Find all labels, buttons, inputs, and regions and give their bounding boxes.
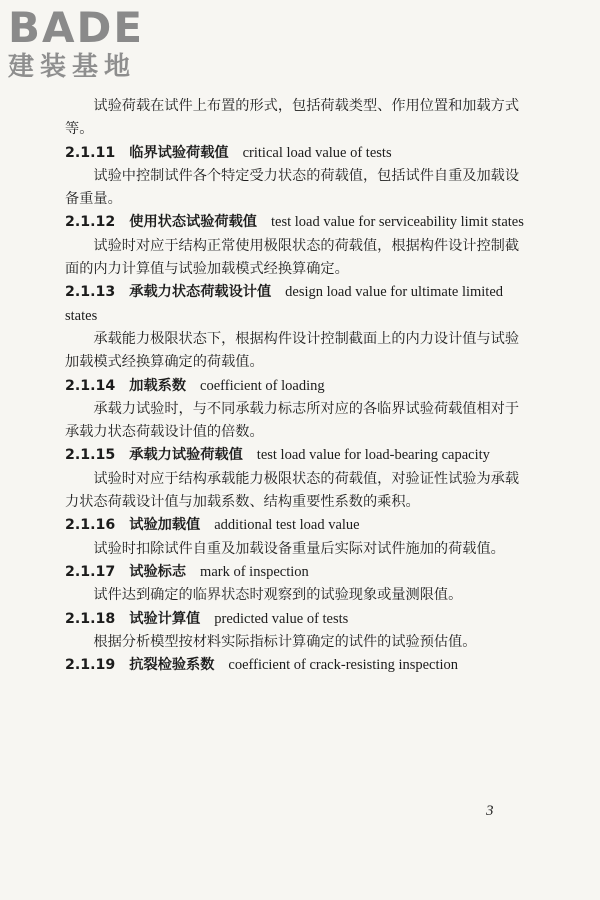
logo-cjk-text: 建装基地 (8, 52, 137, 82)
term-number: 2.1.18 (65, 610, 116, 627)
term-definition: 根据分析模型按材料实际指标计算确定的试件的试验预估值。 (93, 633, 477, 650)
term-2-1-18 (65, 608, 525, 655)
term-definition: 承载力试验时，与不同承载力标志所对应的各临界试验荷载值相对于承载力状态荷载设计值的倍数。 (65, 400, 520, 441)
term-definition: 承载能力极限状态下，根据构件设计控制截面上的内力设计值与试验加载模式经换算确定的荷载值。 (65, 330, 520, 371)
term-definition: 试件达到确定的临界状态时观察到的试验现象或量测限值。 (93, 587, 463, 604)
term-zh: 试验计算值 (129, 610, 201, 627)
term-zh: 抗裂检验系数 (129, 657, 215, 674)
term-en: coefficient of loading (200, 377, 325, 394)
term-number: 2.1.15 (65, 447, 116, 464)
term-number: 2.1.16 (65, 517, 116, 534)
term-2-1-11 (65, 142, 525, 212)
term-en: predicted value of tests (214, 610, 349, 627)
term-zh: 试验加载值 (129, 517, 201, 534)
term-2-1-16 (65, 514, 525, 561)
term-definition: 试验时对应于结构正常使用极限状态的荷载值，根据构件设计控制截面的内力计算值与试验加载模式经换算确定。 (65, 237, 520, 278)
term-number: 2.1.11 (65, 144, 116, 161)
term-en: critical load value of tests (242, 144, 392, 161)
term-zh: 承载力试验荷载值 (129, 447, 243, 464)
term-zh: 使用状态试验荷载值 (129, 214, 257, 231)
term-heading (65, 375, 525, 398)
term-2-1-19 (65, 654, 525, 677)
term-2-1-17 (65, 561, 525, 608)
term-number: 2.1.13 (65, 284, 116, 301)
term-number: 2.1.17 (65, 563, 116, 580)
term-zh: 加载系数 (129, 377, 187, 394)
term-2-1-15 (65, 444, 525, 514)
term-number: 2.1.19 (65, 657, 116, 674)
term-definition: 试验时扣除试件自重及加载设备重量后实际对试件施加的荷载值。 (93, 540, 505, 557)
term-zh: 承载力状态荷载设计值 (129, 284, 272, 301)
term-2-1-14 (65, 375, 525, 445)
term-en: additional test load value (214, 517, 360, 534)
term-definition: 试验中控制试件各个特定受力状态的荷载值，包括试件自重及加载设备重量。 (65, 167, 520, 208)
logo-latin-text: BADE (8, 3, 145, 52)
term-heading (65, 211, 525, 234)
term-heading (65, 514, 525, 537)
term-en: design load value for ultimate limited states (65, 284, 504, 324)
term-zh: 临界试验荷载值 (129, 144, 229, 161)
term-zh: 试验标志 (129, 563, 187, 580)
term-heading (65, 281, 525, 328)
term-heading (65, 654, 525, 677)
term-en: test load value for load-bearing capacity (256, 447, 490, 464)
term-number: 2.1.14 (65, 377, 116, 394)
term-en: test load value for serviceability limit states (270, 214, 524, 231)
intro-paragraph: 试验荷载在试件上布置的形式，包括荷载类型、作用位置和加载方式等。 (65, 98, 520, 138)
document-body (65, 95, 525, 677)
term-heading (65, 444, 525, 467)
term-heading (65, 608, 525, 631)
term-en: coefficient of crack-resisting inspection (228, 657, 459, 674)
term-definition: 试验时对应于结构承载能力极限状态的荷载值，对验证性试验为承载力状态荷载设计值与加载系数、结构重要性系数的乘积。 (65, 470, 520, 511)
term-heading (65, 561, 525, 584)
term-2-1-13 (65, 281, 525, 374)
term-2-1-12 (65, 211, 525, 281)
term-heading (65, 142, 525, 165)
term-number: 2.1.12 (65, 214, 116, 231)
term-en: mark of inspection (200, 563, 309, 580)
bade-logo (8, 3, 188, 84)
page-number: 3 (486, 803, 494, 819)
